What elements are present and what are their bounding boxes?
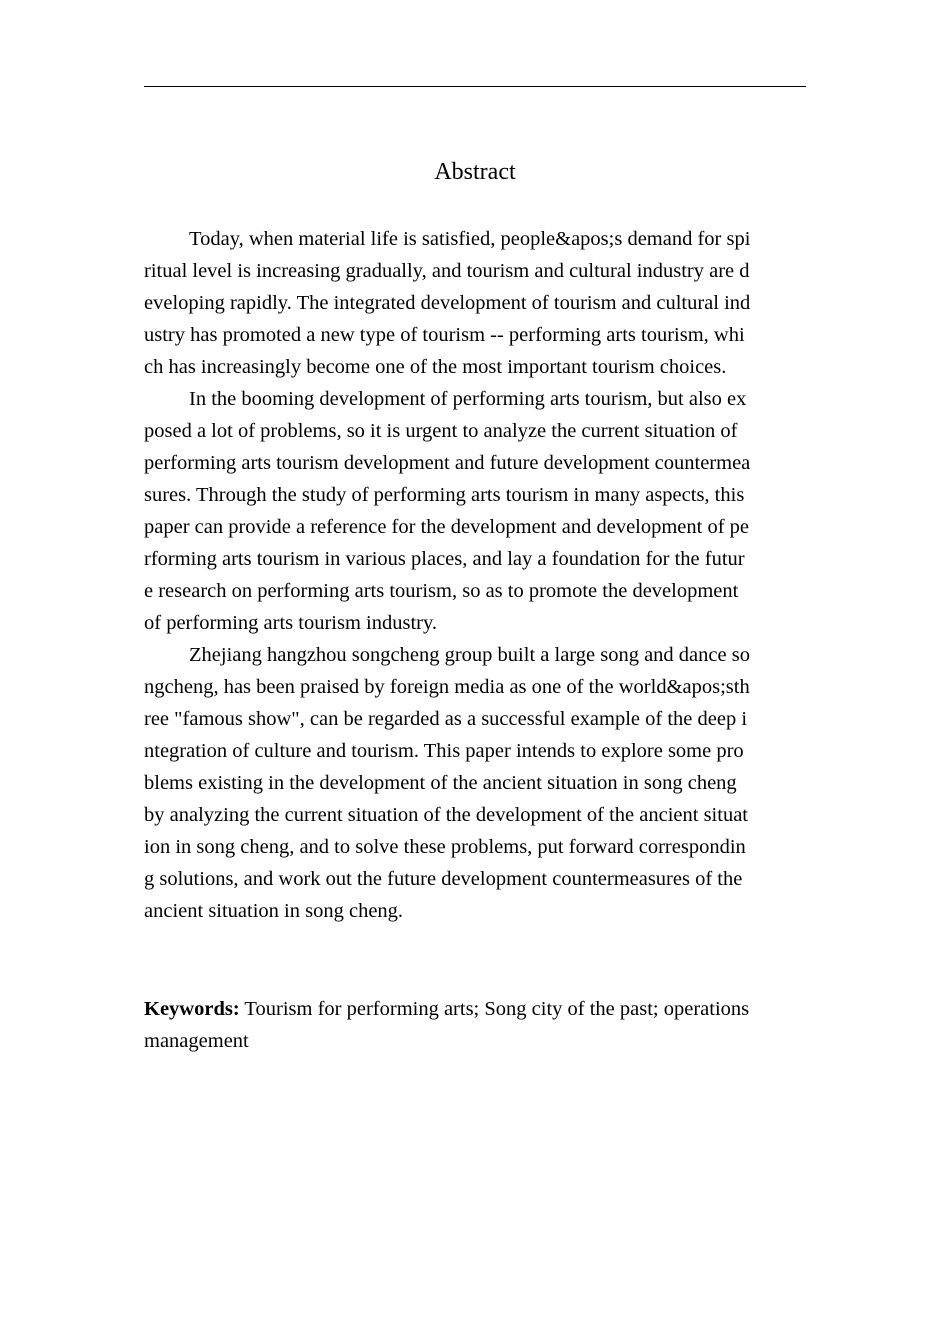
paragraph-line: ntegration of culture and tourism. This paper intends to explore some pro xyxy=(144,740,744,762)
paragraph-line: sures. Through the study of performing arts tourism in many aspects, this xyxy=(144,484,745,506)
paragraph-line: ustry has promoted a new type of tourism -- performing arts tourism, whi xyxy=(144,324,745,346)
paragraph xyxy=(144,223,806,383)
paragraph-line: Today, when material life is satisfied, people&apos;s demand for spi xyxy=(189,228,751,250)
paragraph-line: e research on performing arts tourism, so as to promote the development xyxy=(144,580,739,602)
paragraph-line: In the booming development of performing arts tourism, but also ex xyxy=(189,388,747,410)
keywords-label: Keywords: xyxy=(144,998,240,1020)
keywords-section xyxy=(144,993,806,1057)
paragraph-line: ngcheng, has been praised by foreign media as one of the world&apos;sth xyxy=(144,676,750,698)
paragraph-line: ancient situation in song cheng. xyxy=(144,900,404,922)
paragraph-line: of performing arts tourism industry. xyxy=(144,612,438,634)
keywords-text: Tourism for performing arts; Song city of the past; operations xyxy=(244,998,750,1020)
paragraph-line: performing arts tourism development and future development countermea xyxy=(144,452,751,474)
paragraph-line: ion in song cheng, and to solve these problems, put forward correspondin xyxy=(144,836,746,858)
paragraph-line: paper can provide a reference for the development and development of pe xyxy=(144,516,750,538)
paragraph-line: rforming arts tourism in various places, and lay a foundation for the futur xyxy=(144,548,745,570)
paragraph xyxy=(144,383,806,639)
paragraph-line: ree "famous show", can be regarded as a successful example of the deep i xyxy=(144,708,748,730)
paragraph-line: g solutions, and work out the future development countermeasures of the xyxy=(144,868,743,890)
paragraph-line: Zhejiang hangzhou songcheng group built a large song and dance so xyxy=(189,644,750,666)
paragraph-line: blems existing in the development of the ancient situation in song cheng xyxy=(144,772,737,794)
abstract-body xyxy=(144,223,806,927)
abstract-title: Abstract xyxy=(434,159,516,185)
keywords-line xyxy=(144,993,806,1025)
paragraph-line: eveloping rapidly. The integrated development of tourism and cultural ind xyxy=(144,292,751,314)
paragraph-line: by analyzing the current situation of the development of the ancient situat xyxy=(144,804,748,826)
paragraph-line: ritual level is increasing gradually, and tourism and cultural industry are d xyxy=(144,260,750,282)
header-rule xyxy=(144,86,806,87)
paragraph xyxy=(144,639,806,927)
paragraph-line: ch has increasingly become one of the most important tourism choices. xyxy=(144,356,727,378)
keywords-line: management xyxy=(144,1030,249,1052)
paragraph-line: posed a lot of problems, so it is urgent to analyze the current situation of xyxy=(144,420,738,442)
